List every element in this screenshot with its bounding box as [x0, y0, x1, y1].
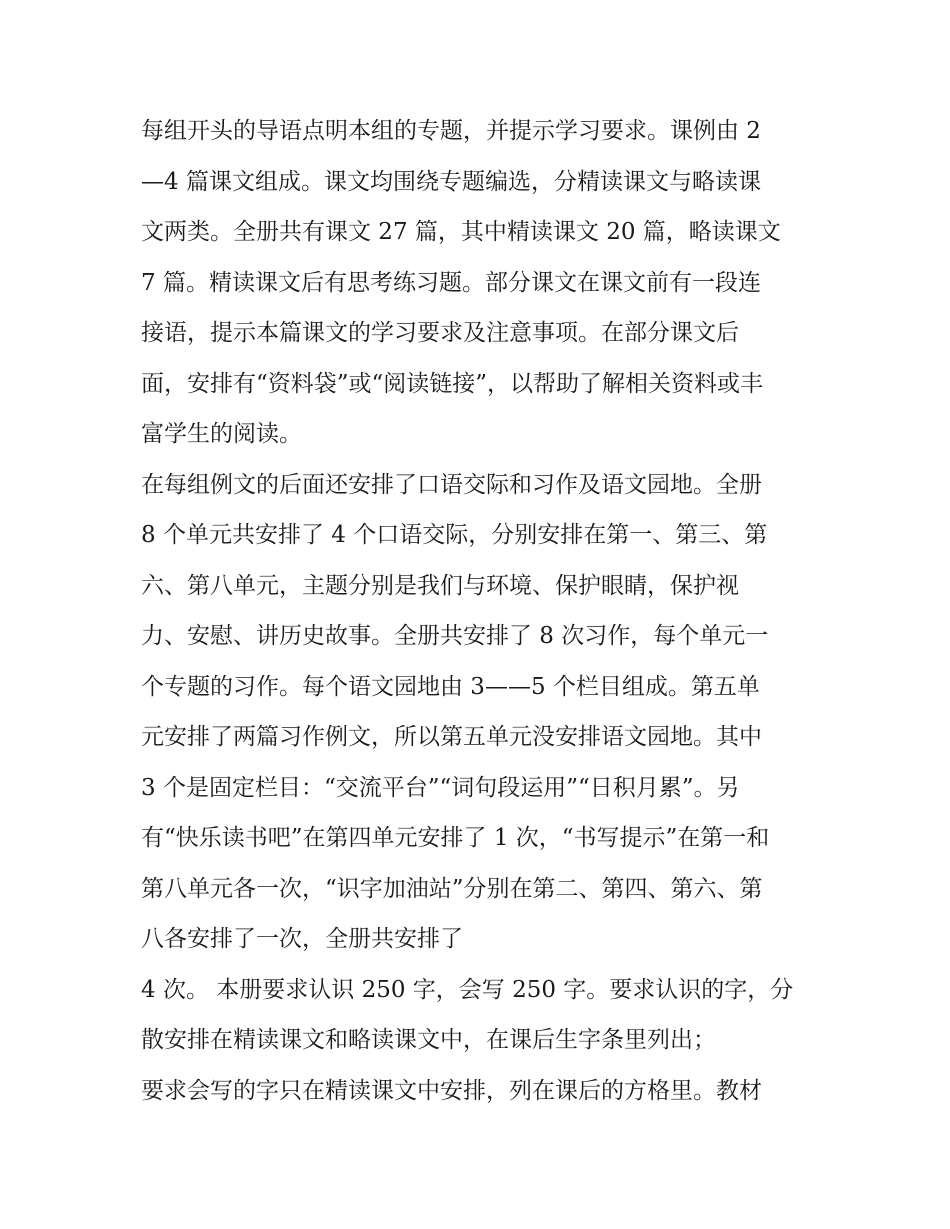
text-line: 元安排了两篇习作例文，所以第五单元没安排语文园地。其中 [141, 724, 762, 750]
text-line: 富学生的阅读。 [141, 421, 302, 447]
text-line: 面，安排有“资料袋”或“阅读链接”，以帮助了解相关资料或丰 [141, 370, 764, 397]
text-line: 在每组例文的后面还安排了口语交际和习作及语文园地。全册 [141, 471, 762, 498]
text-line: 3 个是固定栏目：“交流平台”“词句段运用”“日积月累”。另 [141, 774, 740, 801]
text-line: 每组开头的导语点明本组的专题，并提示学习要求。课例由 2 [141, 118, 761, 144]
text-line: 文两类。全册共有课文 27 篇，其中精读课文 20 篇，略读课文 [141, 219, 781, 245]
text-line: 7 篇。精读课文后有思考练习题。部分课文在课文前有一段连 [141, 269, 761, 296]
body-text [141, 111, 841, 1121]
text-line: 八各安排了一次，全册共安排了 [141, 926, 463, 952]
text-line: 有“快乐读书吧”在第四单元安排了 1 次，“书写提示”在第一和 [141, 825, 770, 851]
text-line: 个专题的习作。每个语文园地由 3——5 个栏目组成。第五单 [141, 673, 760, 700]
text-line: 第八单元各一次，“识字加油站”分别在第二、第四、第六、第 [141, 875, 763, 902]
text-line: 力、安慰、讲历史故事。全册共安排了 8 次习作，每个单元一 [141, 623, 769, 649]
text-line: 4 次。 本册要求认识 250 字，会写 250 字。要求认识的字，分 [141, 976, 794, 1003]
text-line: 8 个单元共安排了 4 个口语交际，分别安排在第一、第三、第 [141, 522, 768, 548]
text-line: 要求会写的字只在精读课文中安排，列在课后的方格里。教材 [141, 1077, 762, 1104]
text-line: 散安排在精读课文和略读课文中，在课后生字条里列出； [141, 1027, 716, 1053]
text-line: 六、第八单元，主题分别是我们与环境、保护眼睛，保护视 [141, 572, 739, 599]
text-line: —4 篇课文组成。课文均围绕专题编选，分精读课文与略读课 [141, 168, 761, 195]
text-line: 接语，提示本篇课文的学习要求及注意事项。在部分课文后 [141, 320, 739, 346]
